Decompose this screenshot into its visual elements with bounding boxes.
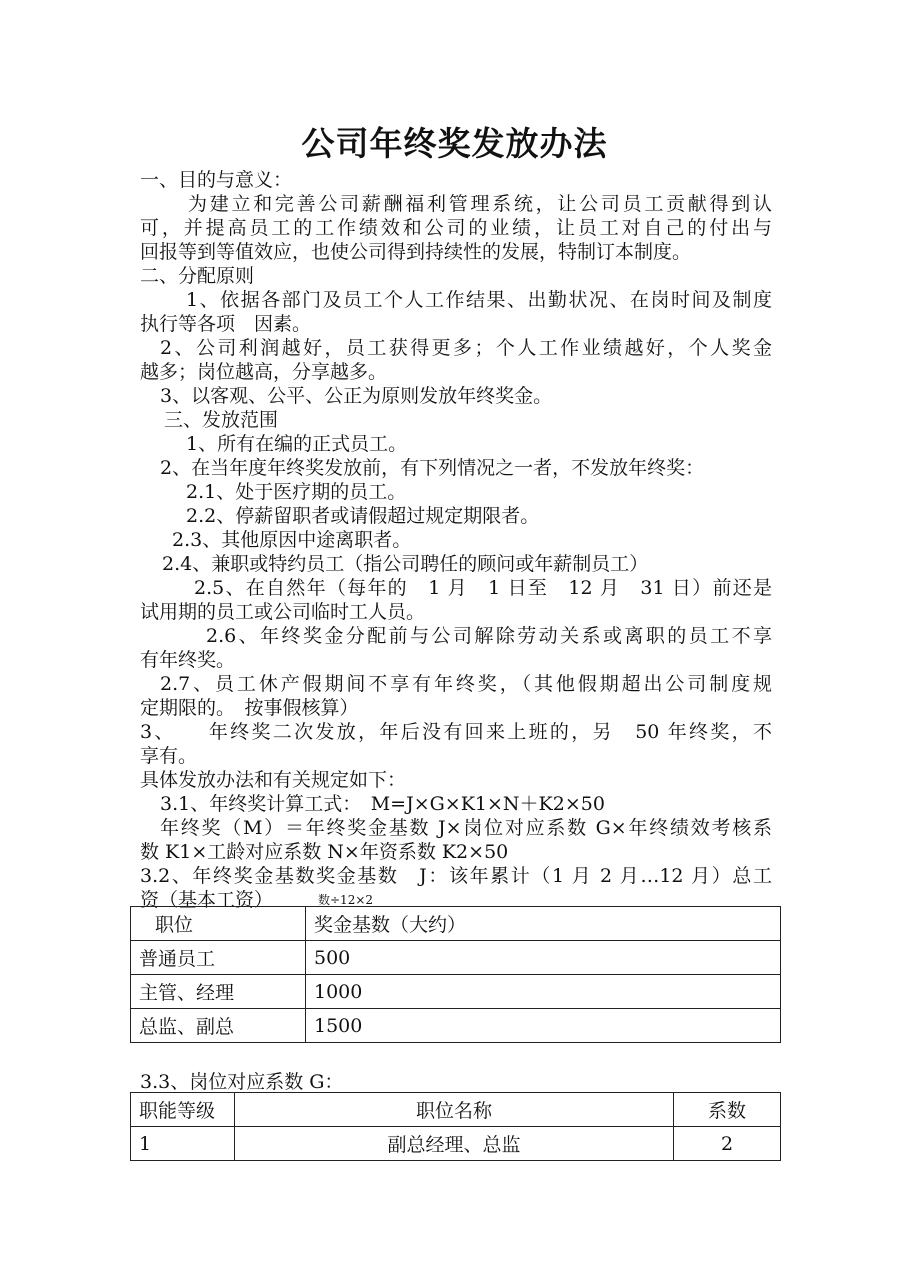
paragraph-line: 执行等各项 因素。 [140, 313, 312, 335]
formula-explanation: 年终奖（M）＝年终奖金基数 J×岗位对应系数 G×年终绩效考核系 [160, 817, 772, 839]
section-3-heading: 三、发放范围 [164, 409, 279, 431]
paragraph-line: 回报等到等值效应，也使公司得到持续性的发展，特制订本制度。 [140, 241, 692, 263]
table-cell: 普通员工 [131, 941, 306, 975]
paragraph-line: 享有。 [140, 745, 198, 767]
paragraph-note: 数÷12×2 [318, 893, 374, 907]
paragraph-line: 2.6、年终奖金分配前与公司解除劳动关系或离职的员工不享 [206, 625, 772, 647]
paragraph-line: 资（基本工资） [140, 889, 274, 911]
paragraph-line: 越多；岗位越高，分享越多。 [140, 361, 388, 383]
table-header-cell: 职位名称 [235, 1093, 674, 1127]
table-cell: 总监、副总 [131, 1009, 306, 1043]
section-heading: 3.3、岗位对应系数 G： [140, 1071, 344, 1093]
table-row [131, 941, 781, 975]
table-header-cell: 职位 [131, 907, 306, 941]
paragraph-line: 为建立和完善公司薪酬福利管理系统，让公司员工贡献得到认 [188, 193, 772, 215]
paragraph-line: 2.7、员工休产假期间不享有年终奖，（其他假期超出公司制度规 [160, 673, 772, 695]
paragraph-line: 3.2、年终奖金基数奖金基数 J：该年累计（1 月 2 月…12 月）总工 [140, 865, 772, 887]
formula-explanation: 数 K1×工龄对应系数 N×年资系数 K2×50 [140, 841, 509, 863]
section-1-heading: 一、目的与意义： [140, 169, 293, 191]
paragraph-line: 1、所有在编的正式员工。 [186, 433, 408, 455]
paragraph-line: 定期限的。 按事假核算） [140, 697, 359, 719]
position-coefficient-table [130, 1092, 781, 1161]
paragraph-line: 可，并提高员工的工作绩效和公司的业绩，让员工对自己的付出与 [140, 217, 772, 239]
paragraph-line: 2、公司利润越好，员工获得更多；个人工作业绩越好，个人奖金 [160, 337, 772, 359]
table-row [131, 975, 781, 1009]
paragraph-line: 2.2、停薪留职者或请假超过规定期限者。 [186, 505, 540, 527]
table-cell: 1500 [306, 1009, 781, 1043]
table-header-cell: 奖金基数（大约） [306, 907, 781, 941]
paragraph-line: 2.1、处于医疗期的员工。 [186, 481, 407, 503]
bonus-base-table [130, 906, 781, 1043]
table-header-row [131, 1093, 781, 1127]
paragraph-line: 2、在当年度年终奖发放前，有下列情况之一者，不发放年终奖： [160, 457, 705, 479]
table-header-cell: 职能等级 [131, 1093, 235, 1127]
table-header-cell: 系数 [674, 1093, 781, 1127]
paragraph-line: 2.4、兼职或特约员工（指公司聘任的顾问或年薪制员工） [162, 553, 649, 575]
paragraph-line: 2.5、在自然年（每年的 1 月 1 日至 12 月 31 日）前还是 [194, 577, 772, 599]
table-cell: 1000 [306, 975, 781, 1009]
table-cell: 副总经理、总监 [235, 1127, 674, 1161]
table-cell: 1 [131, 1127, 235, 1161]
paragraph-line: 试用期的员工或公司临时工人员。 [140, 601, 426, 623]
paragraph-line: 3、 年终奖二次发放，年后没有回来上班的，另 50 年终奖，不 [140, 721, 772, 743]
table-header-row [131, 907, 781, 941]
document-title: 公司年终奖发放办法 [301, 124, 608, 163]
table-row [131, 1009, 781, 1043]
paragraph-line: 具体发放办法和有关规定如下： [140, 769, 407, 791]
section-2-heading: 二、分配原则 [140, 265, 255, 287]
table-cell: 2 [674, 1127, 781, 1161]
paragraph-line: 2.3、其他原因中途离职者。 [172, 529, 412, 551]
paragraph-line: 3、以客观、公平、公正为原则发放年终奖金。 [160, 385, 553, 407]
table-row [131, 1127, 781, 1161]
formula-line: 3.1、年终奖计算工式： M=J×G×K1×N＋K2×50 [160, 793, 605, 815]
paragraph-line: 1、依据各部门及员工个人工作结果、出勤状况、在岗时间及制度 [186, 289, 772, 311]
paragraph-line: 有年终奖。 [140, 649, 236, 671]
table-cell: 500 [306, 941, 781, 975]
table-cell: 主管、经理 [131, 975, 306, 1009]
